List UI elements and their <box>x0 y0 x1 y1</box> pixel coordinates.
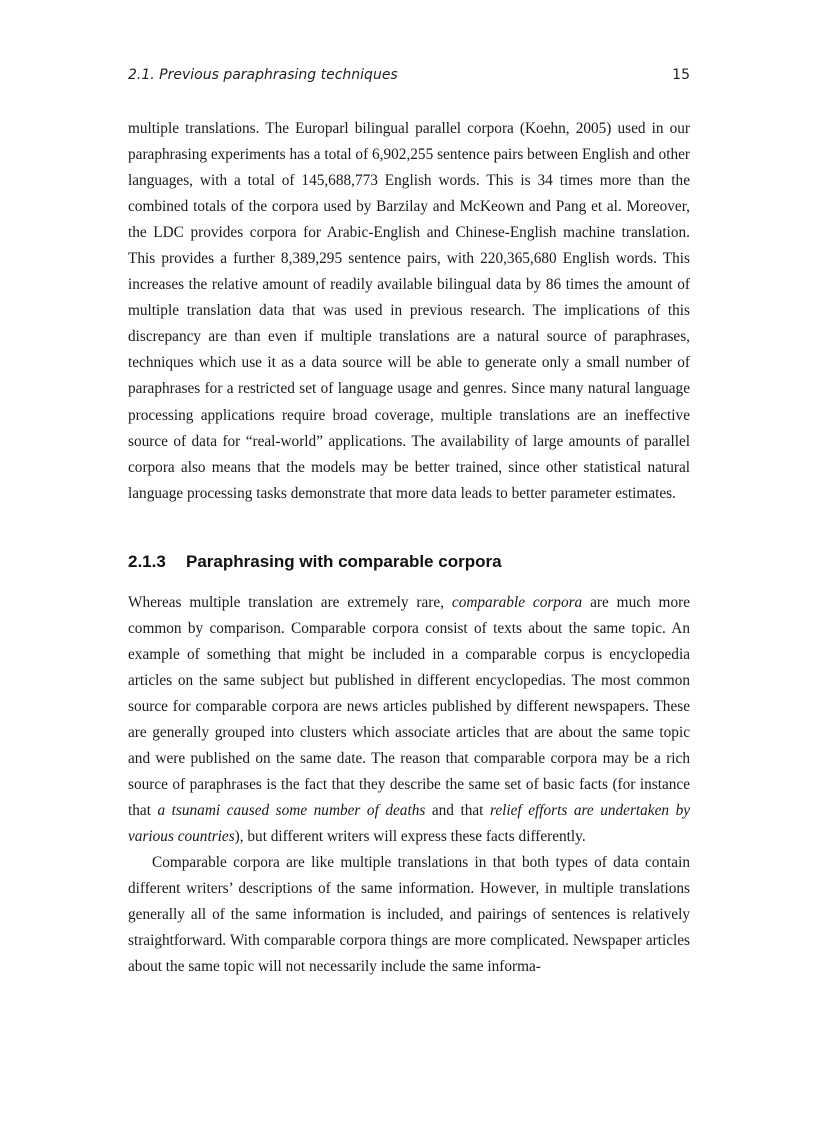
paragraph-parallel-corpora: multiple translations. The Europarl bilingual parallel corpora (Koehn, 2005) used in our paraphrasing experiments has a total of 6,902,255 sentence pairs between English and other languages, with a total of 145,688,773 English words. This is 34 times more than the combined totals of the corpora used by Barzilay and McKeown and Pang et al. Moreover, the LDC provides corpora for Arabic-English and Chinese-English machine translation. This provides a further 8,389,295 sentence pairs, with 220,365,680 English words. This increases the relative amount of readily available bilingual data by 86 times the amount of multiple translation data that was used in previous research. The implications of this discrepancy are than even if multiple translations are a natural source of paraphrases, techniques which use it as a data source will be able to generate only a small number of paraphrases for a restricted set of language usage and genres. Since many natural language processing applications require broad coverage, multiple translations are an ineffective source of data for “real-world” applications. The availability of large amounts of parallel corpora also means that the models may be better trained, since other statistical natural language processing tasks demonstrate that more data leads to better parameter estimates. <box>128 120 690 502</box>
running-header <box>128 66 690 84</box>
text-run: Whereas multiple translation are extremely rare, <box>128 593 452 611</box>
emphasis-example: relief efforts are undertaken by various countries <box>128 802 691 846</box>
header-section-reference: 2.1. Previous paraphrasing techniques <box>128 67 398 83</box>
paragraph-comparable-corpora <box>128 590 690 850</box>
page-number: 15 <box>672 67 690 83</box>
section-title: Paraphrasing with comparable corpora <box>186 551 502 571</box>
body-text <box>128 116 690 980</box>
emphasis-example: a tsunami caused some number of deaths <box>157 802 426 820</box>
text-run: and that <box>425 802 490 820</box>
section-heading <box>128 551 690 573</box>
section-number: 2.1.3 <box>128 551 166 571</box>
paragraph-comparison: Comparable corpora are like multiple translations in that both types of data contain different writers’ descriptions of the same information. However, in multiple translations generally all of the same information is included, and pairings of sentences is relatively straightforward. With comparable corpora things are more complicated. Newspaper articles about the same topic will not necessarily include the same informa- <box>128 854 690 976</box>
text-run: are much more common by comparison. Comparable corpora consist of texts about the same topic. An example of something that might be included in a comparable corpus is encyclopedia articles on the same subject but published in different encyclopedias. The most common source for comparable corpora are news articles published by different newspapers. These are generally grouped into clusters which associate articles that are about the same topic and were published on the same date. The reason that comparable corpora may be a rich source of paraphrases is the fact that they describe the same set of basic facts (for instance that <box>128 593 690 820</box>
text-run: ), but different writers will express these facts differently. <box>234 828 586 846</box>
emphasis-term: comparable corpora <box>451 593 583 611</box>
